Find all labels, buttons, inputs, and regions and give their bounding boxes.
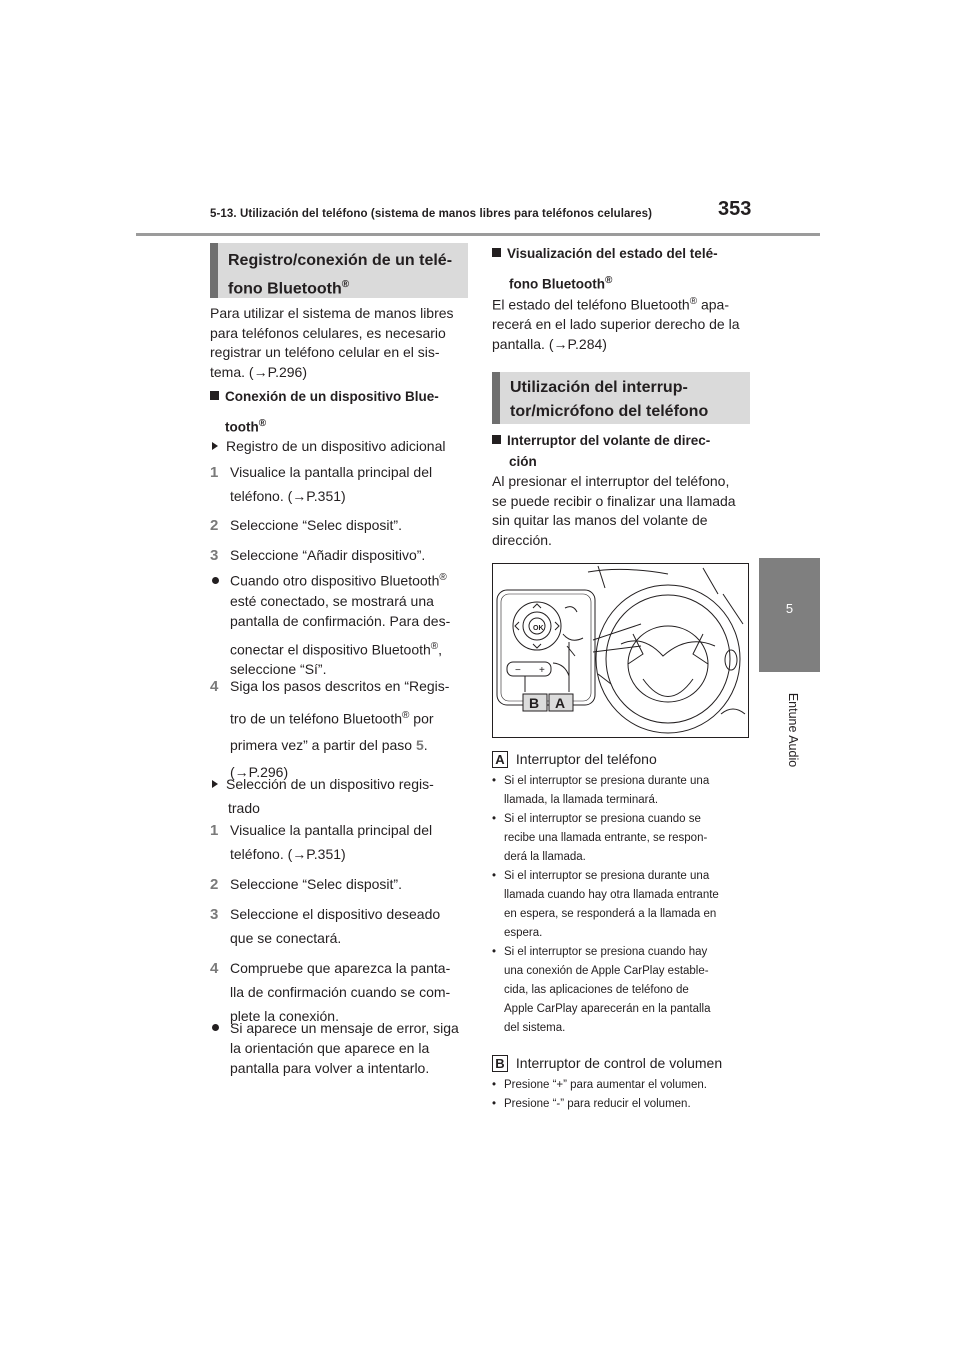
item-b-volume-switch: B Interruptor de control de volumen • Presione “+” para aumentar el volumen. • Presione “-” para reducir el volumen. (492, 1055, 723, 1110)
step-item: 1 Visualice la pantalla principal del (210, 464, 433, 481)
steering-wheel-drawing (493, 564, 748, 737)
callout-b: B (529, 695, 540, 711)
chapter-label: Entune Audio (786, 692, 800, 768)
chapter-number: 5 (785, 601, 794, 616)
subheading-status: Visualización del estado del telé- fono Bluetooth® (492, 243, 754, 295)
section-heading-phone-switch: Utilización del interrup- tor/micrófono del teléfono (492, 372, 750, 424)
note-error: Si aparece un mensaje de error, siga la orientación que aparece en la pantalla para volver a intentarlo. (210, 1018, 472, 1078)
steps-add-device (210, 462, 472, 566)
subheading-steering-switch: Interruptor del volante de direc- ción (492, 430, 754, 472)
section-heading-line: Registro/conexión de un telé- (228, 252, 453, 269)
note-other-device: Cuando otro dispositivo Bluetooth® esté conectado, se mostrará una pantalla de confirmación. Para des- conectar el dispositivo Bluetooth®, seleccione “Sí”. (210, 568, 472, 679)
running-header: 5-13. Utilización del teléfono (sistema de manos libres para teléfonos celulares) (210, 208, 653, 220)
item-a-phone-switch: A Interruptor del teléfono • Si el interruptor se presiona durante una llamada, la llamada terminará. • Si el interruptor se presiona cuando se recibe una llamada entrante, se respon- derá la llamada. • Si el interruptor se presiona durante una llamada cuando hay otra llamada entrante en espera, se responderá a la llamada en espera. • Si el interruptor se presiona cuando hay una conexión de Apple CarPlay estable- cida, las aplicaciones de teléfono de Apple CarPlay aparecerán en la pantalla del sistema. (492, 751, 719, 1034)
label-b: B (492, 1055, 508, 1072)
triangle-bullet-icon (212, 442, 218, 450)
ok-button-label: OK (533, 625, 544, 632)
section-heading-line: fono Bluetooth® (228, 279, 350, 298)
callout-a: A (555, 695, 566, 711)
label-a: A (492, 751, 508, 768)
page-number: 353 (718, 198, 752, 220)
volume-minus-label: − (515, 665, 521, 676)
volume-plus-label: + (539, 665, 545, 676)
procedure-heading-select-device: Selección de un dispositivo regis- trado (210, 774, 472, 818)
section-heading-registration (210, 243, 468, 298)
step-item: 3 Seleccione “Añadir dispositivo”. (210, 547, 426, 564)
switch-paragraph: Al presionar el interruptor del teléfono, se puede recibir o finalizar una llamada sin quitar las manos del volante de dirección. (492, 473, 736, 548)
subheading-connection: Conexión de un dispositivo Blue- tooth® (210, 386, 470, 438)
intro-paragraph: Para utilizar el sistema de manos libres para teléfonos celulares, es necesario registrar un teléfono celular en el sis- tema. (→P.296) (210, 305, 454, 380)
steps-select-device: 1 Visualice la pantalla principal del teléfono. (→P.351) 2 Seleccione “Selec disposit”. 3 Seleccione el dispositivo deseado que se conectará. 4 Compruebe que aparezca la panta- lla de confirmación cuando se com- plete la conexión. (210, 822, 451, 1024)
step-continuation: teléfono. (→P.351) (230, 488, 346, 504)
header-rule (136, 233, 820, 236)
status-paragraph: El estado del teléfono Bluetooth® apa- recerá en el lado superior derecho de la pantalla. (→P.284) (492, 296, 740, 352)
steering-wheel-illustration (492, 563, 749, 738)
step-item: 2 Seleccione “Selec disposit”. (210, 517, 402, 534)
step-follow-registration: 4 Siga los pasos descritos en “Regis- tro de un teléfono Bluetooth® por primera vez” a partir del paso 5. (→P.296) (210, 678, 450, 780)
triangle-bullet-icon (212, 780, 218, 788)
bullet-dot-icon (212, 1024, 219, 1031)
procedure-heading-add-device: Registro de un dispositivo adicional (210, 436, 445, 456)
bullet-dot-icon (212, 577, 219, 584)
